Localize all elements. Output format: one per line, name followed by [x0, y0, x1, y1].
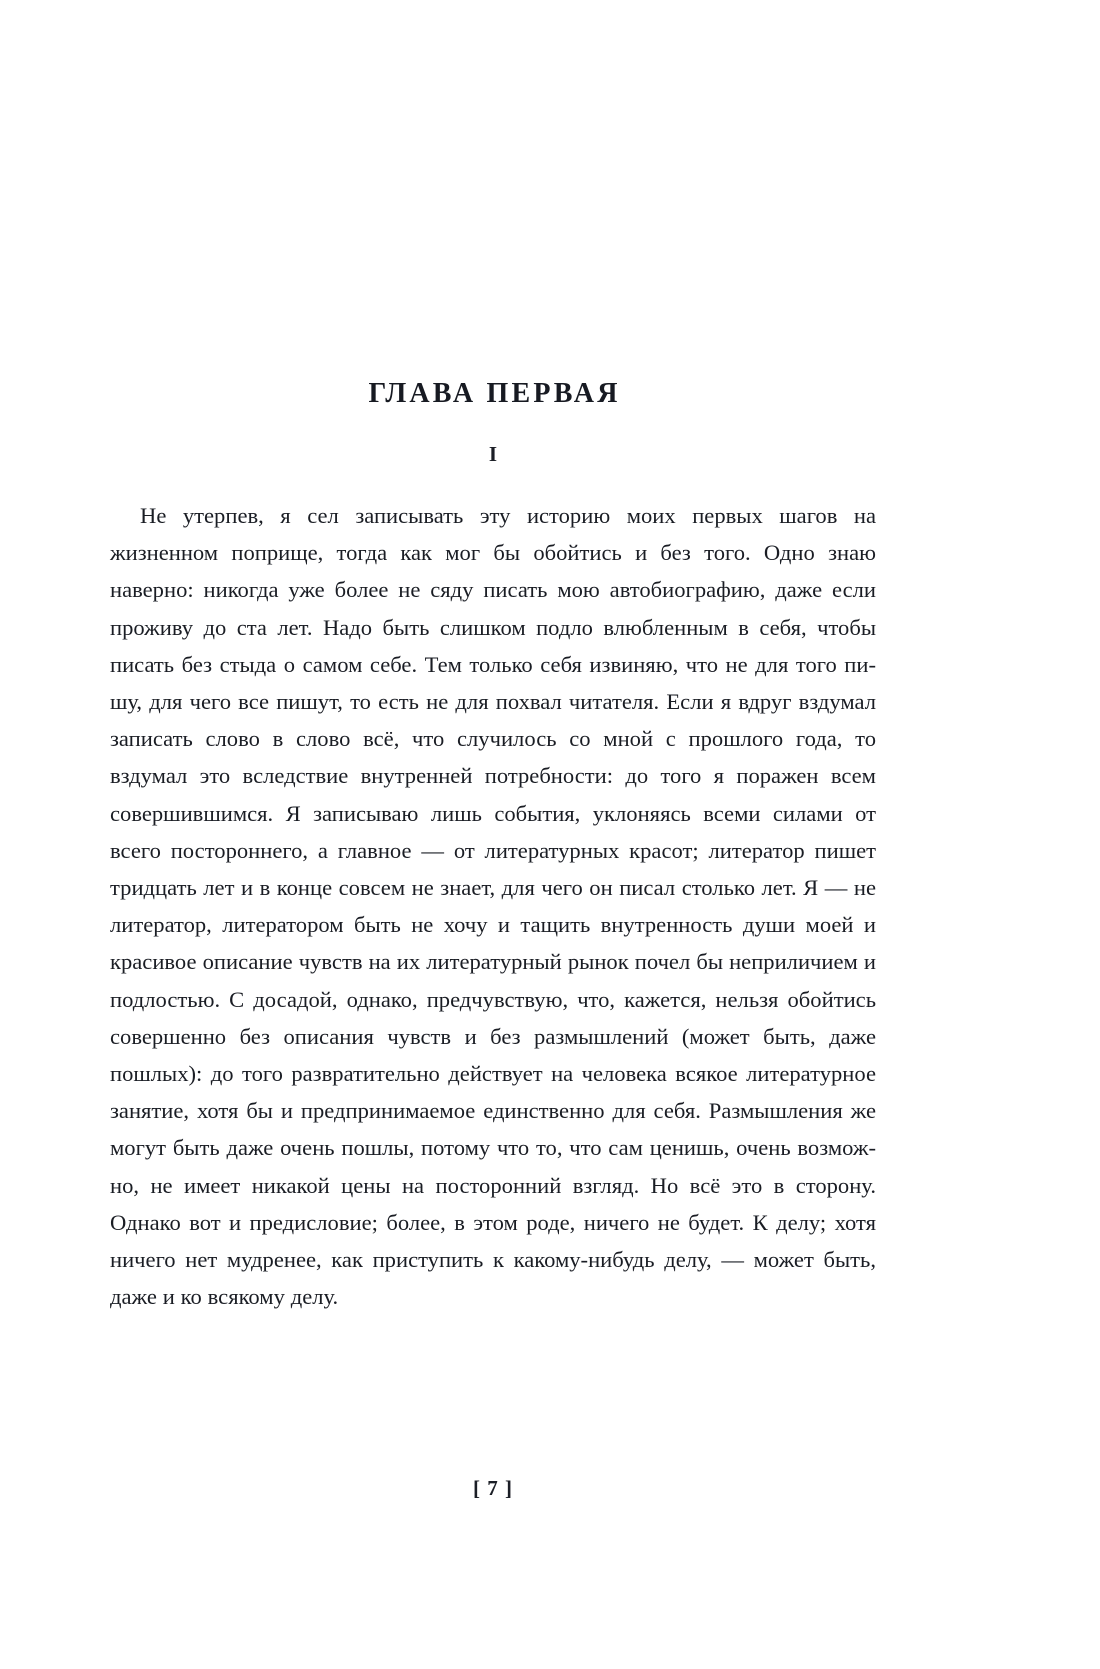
page-number: [ 7 ] — [473, 1476, 513, 1500]
chapter-title: ГЛАВА ПЕРВАЯ — [368, 378, 621, 409]
body-paragraph: Не утерпев, я сел записывать эту историю моих первых шагов на жизненном поприще, тогда как мог бы обойтись и без того. Одно знаю наверно: никогда уже более не сяду писать мою автобиографию, даже если проживу до ста лет. Надо быть слишком подло влюбленным в себя, чтобы писать без стыда о самом себе. Тем только себя извиняю, что не для того пишу, для чего все пишут, то есть не для похвал читателя. Если я вдруг вздумал записать слово в слово всё, что случилось со мной с прошлого года, то вздумал это вследствие внутренней потребности: до того я поражен всем совершившимся. Я записываю лишь события, уклоняясь всеми силами от всего постороннего, а главное — от литературных красот; литератор пишет тридцать лет и в конце совсем не знает, для чего он писал столько лет. Я — не литератор, литератором быть не хочу и тащить внутренность души моей и красивое описание чувств на их литературный рынок почел бы неприличием и подлостью. С досадой, однако, предчувствую, что, кажется, нельзя обойтись совершенно без описания чувств и без размышлений (может быть, даже пошлых): до того развратительно действует на человека всякое литературное занятие, хотя бы и предпринимаемое единственно для себя. Размышления же могут быть даже очень пошлы, потому что то, что сам ценишь, очень возможно, не имеет никакой цены на посторонний взгляд. Но всё это в сторону. Однако вот и предисловие; более, в этом роде, ничего не будет. К делу; хотя ничего нет мудренее, как приступить к какому-нибудь делу, — может быть, даже и ко всякому делу. — [110, 503, 876, 1310]
section-number: I — [488, 442, 498, 466]
